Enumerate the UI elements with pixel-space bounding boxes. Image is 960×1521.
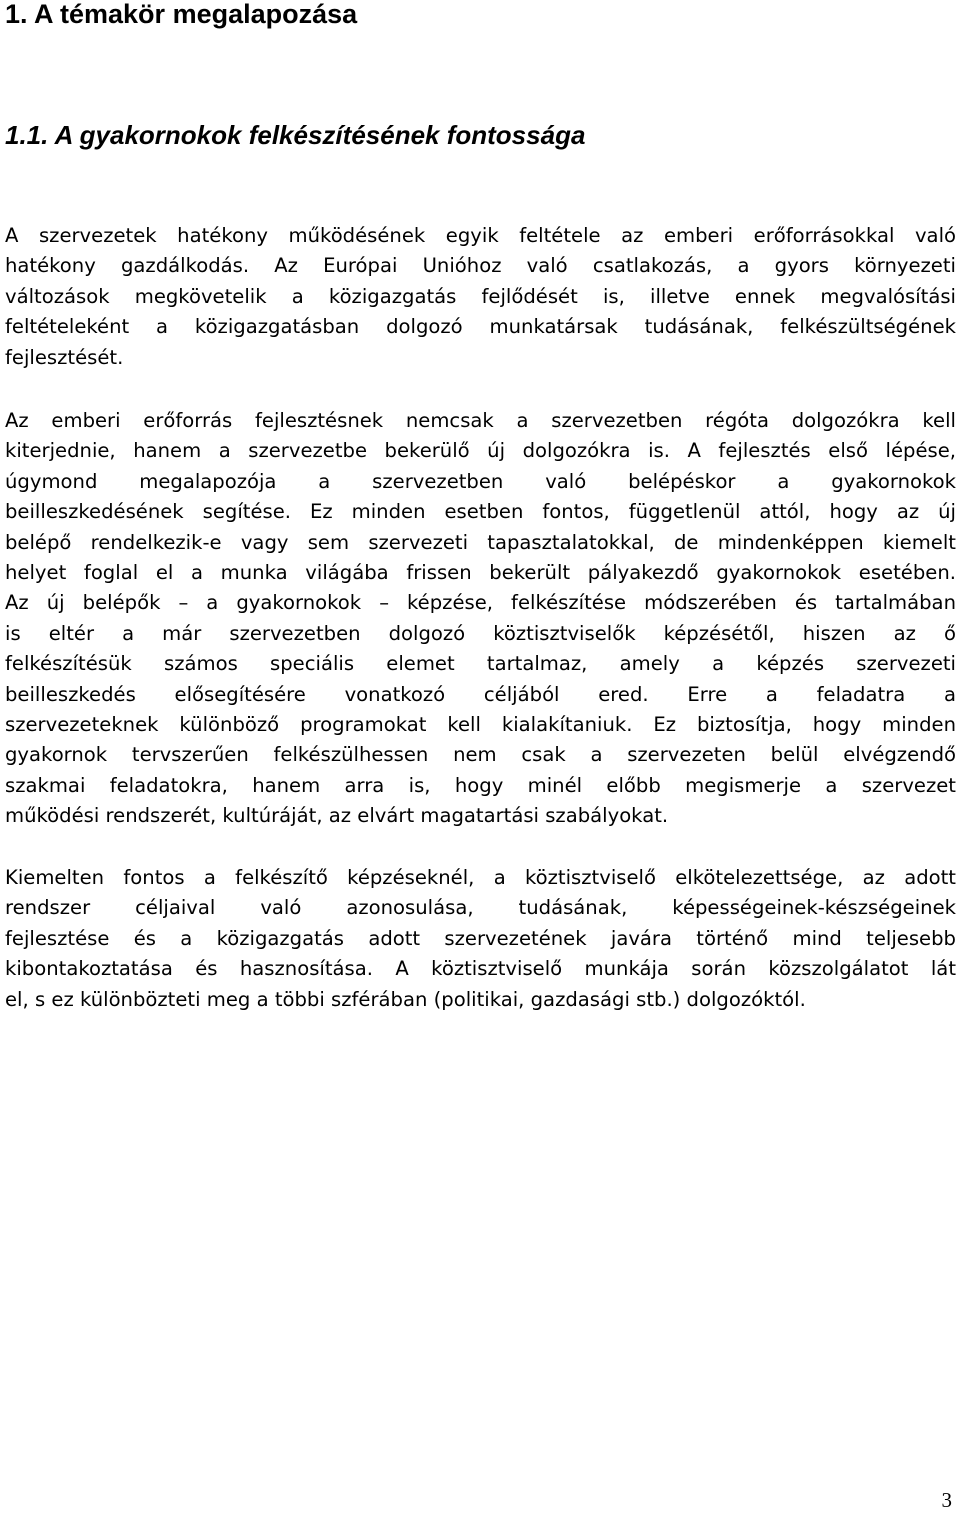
subsection-heading: 1.1. A gyakornokok felkészítésének fontossága [5, 120, 586, 150]
paragraph-line: el, s ez különbözteti meg a többi szférában (politikai, gazdasági stb.) dolgozóktól. [5, 987, 806, 1011]
paragraph-line: beilleszkedés elősegítésére vonatkozó céljából ered. Erre a feladatra a [5, 682, 956, 706]
paragraph-line: A szervezetek hatékony működésének egyik feltétele az emberi erőforrásokkal való [5, 224, 956, 247]
paragraph-line: rendszer céljaival való azonosulása, tudásának, képességeinek-készségeinek [5, 896, 956, 920]
paragraph-3 [5, 863, 956, 1015]
paragraph-2 [5, 406, 956, 832]
paragraph-line: feltételeként a közigazgatásban dolgozó munkatársak tudásának, felkészültségének [5, 315, 956, 339]
paragraph-line: úgymond megalapozója a szervezetben való belépéskor a gyakornokok [5, 469, 956, 493]
paragraph-line: felkészítésük számos speciális elemet tartalmaz, amely a képzés szervezeti [5, 652, 956, 676]
paragraph-line: kibontakoztatása és hasznosítása. A köztisztviselő munkája során közszolgálatot lát [5, 957, 956, 981]
paragraph-line: fejlesztését. [5, 345, 124, 369]
paragraph-line: kiterjednie, hanem a szervezetbe bekerülő új dolgozókra is. A fejlesztés első lépése, [5, 439, 956, 463]
paragraph-line: helyet foglal el a munka világába frissen bekerült pályakezdő gyakornokok esetében. [5, 561, 956, 585]
paragraph-line: változások megkövetelik a közigazgatás fejlődését is, illetve ennek megvalósítási [5, 284, 956, 308]
paragraph-line: belépő rendelkezik-e vagy sem szervezeti tapasztalatokkal, de mindenképpen kiemelt [5, 530, 956, 554]
paragraph-line: működési rendszerét, kultúráját, az elvárt magatartási szabályokat. [5, 804, 669, 828]
paragraph-line: Az emberi erőforrás fejlesztésnek nemcsak a szervezetben régóta dolgozókra kell [5, 409, 956, 432]
paragraph-line: Kiemelten fontos a felkészítő képzéseknél, a köztisztviselő elkötelezettsége, az adott [5, 866, 956, 889]
paragraph-line: is eltér a már szervezetben dolgozó köztisztviselők képzésétől, hiszen az ő [5, 621, 956, 645]
paragraph-line: szervezeteknek különböző programokat kell kialakítaniuk. Ez biztosítja, hogy minden [5, 713, 956, 737]
paragraph-line: Az új belépők – a gyakornokok – képzése, felkészítése módszerében és tartalmában [5, 591, 956, 615]
page-number: 3 [941, 1488, 952, 1512]
paragraph-line: gyakornok tervszerűen felkészülhessen nem csak a szervezeten belül elvégzendő [5, 743, 956, 767]
paragraph-1 [5, 221, 956, 373]
paragraph-line: beilleszkedésének segítése. Ez minden esetben fontos, függetlenül attól, hogy az új [5, 500, 956, 524]
section-heading: 1. A témakör megalapozása [5, 0, 358, 29]
paragraph-line: fejlesztése és a közigazgatás adott szervezetének javára történő mind teljesebb [5, 926, 956, 950]
paragraph-line: szakmai feladatokra, hanem arra is, hogy minél előbb megismerje a szervezet [5, 773, 956, 797]
paragraph-line: hatékony gazdálkodás. Az Európai Unióhoz való csatlakozás, a gyors környezeti [5, 254, 956, 278]
